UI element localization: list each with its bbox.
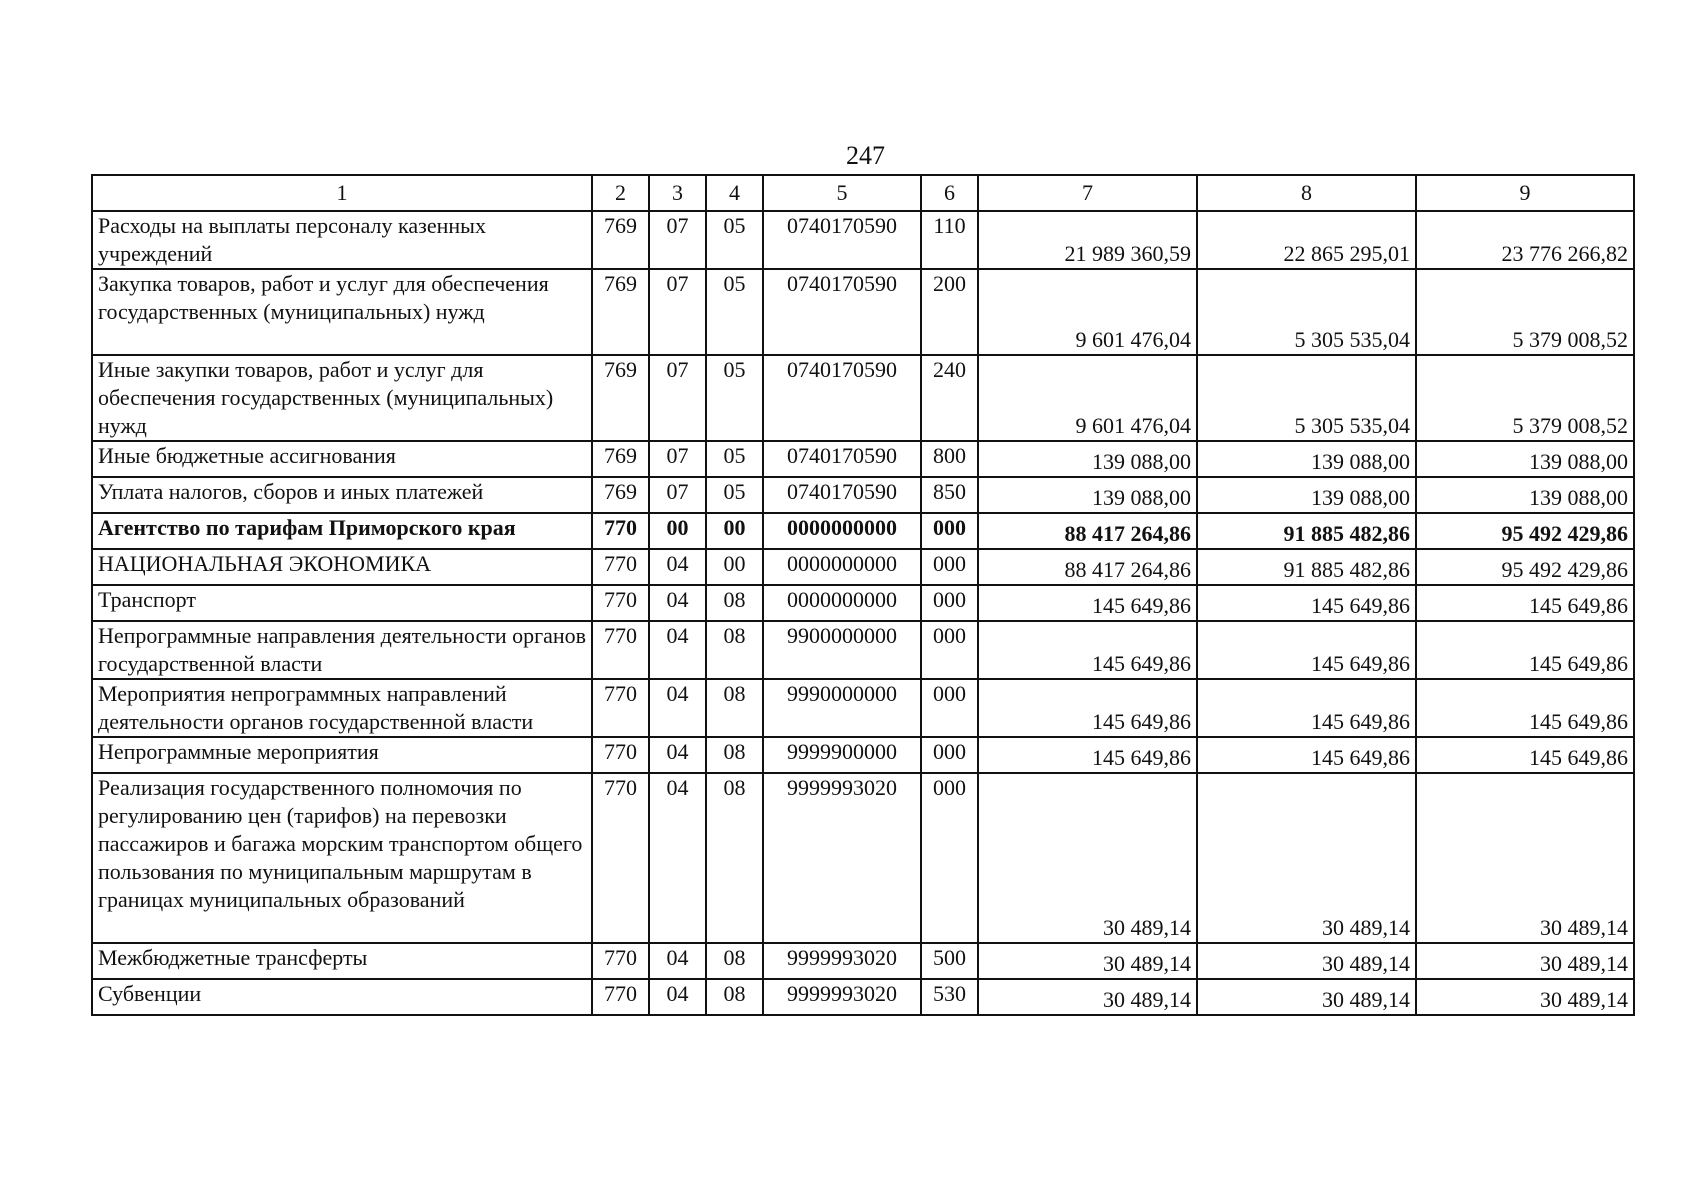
amount-cell: 23 776 266,82 xyxy=(1416,211,1634,269)
column-header: 7 xyxy=(978,175,1197,211)
column-header: 6 xyxy=(921,175,978,211)
code-cell: 04 xyxy=(649,773,706,943)
code-cell: 9999993020 xyxy=(763,773,921,943)
table-row xyxy=(92,549,1634,585)
table-row xyxy=(92,773,1634,943)
code-cell: 08 xyxy=(706,679,763,737)
column-number-row xyxy=(92,175,1634,211)
amount-cell: 95 492 429,86 xyxy=(1416,549,1634,585)
code-cell: 530 xyxy=(921,979,978,1015)
row-name-cell: Агентство по тарифам Приморского края xyxy=(92,513,592,549)
code-cell: 000 xyxy=(921,513,978,549)
code-cell: 0740170590 xyxy=(763,269,921,355)
amount-cell: 145 649,86 xyxy=(978,737,1197,773)
code-cell: 000 xyxy=(921,585,978,621)
table-row xyxy=(92,477,1634,513)
amount-cell: 145 649,86 xyxy=(1416,679,1634,737)
table-row xyxy=(92,211,1634,269)
amount-cell: 88 417 264,86 xyxy=(978,513,1197,549)
code-cell: 04 xyxy=(649,679,706,737)
code-cell: 05 xyxy=(706,355,763,441)
row-name-cell: Иные бюджетные ассигнования xyxy=(92,441,592,477)
amount-cell: 145 649,86 xyxy=(978,621,1197,679)
amount-cell: 9 601 476,04 xyxy=(978,355,1197,441)
code-cell: 000 xyxy=(921,737,978,773)
amount-cell: 145 649,86 xyxy=(1416,737,1634,773)
column-header: 9 xyxy=(1416,175,1634,211)
amount-cell: 145 649,86 xyxy=(1416,621,1634,679)
code-cell: 770 xyxy=(592,621,649,679)
amount-cell: 30 489,14 xyxy=(1197,979,1416,1015)
table-row xyxy=(92,943,1634,979)
code-cell: 0000000000 xyxy=(763,513,921,549)
code-cell: 110 xyxy=(921,211,978,269)
code-cell: 770 xyxy=(592,679,649,737)
amount-cell: 145 649,86 xyxy=(1416,585,1634,621)
amount-cell: 145 649,86 xyxy=(1197,679,1416,737)
code-cell: 769 xyxy=(592,211,649,269)
budget-table xyxy=(91,174,1635,1016)
code-cell: 08 xyxy=(706,773,763,943)
amount-cell: 30 489,14 xyxy=(978,979,1197,1015)
amount-cell: 145 649,86 xyxy=(978,585,1197,621)
row-name-cell: Мероприятия непрограммных направлений деятельности органов государственной власти xyxy=(92,679,592,737)
column-header: 3 xyxy=(649,175,706,211)
code-cell: 04 xyxy=(649,943,706,979)
table-row xyxy=(92,355,1634,441)
amount-cell: 21 989 360,59 xyxy=(978,211,1197,269)
code-cell: 08 xyxy=(706,943,763,979)
code-cell: 00 xyxy=(706,513,763,549)
row-name-cell: Межбюджетные трансферты xyxy=(92,943,592,979)
code-cell: 0000000000 xyxy=(763,549,921,585)
code-cell: 05 xyxy=(706,211,763,269)
row-name-cell: Реализация государственного полномочия по регулированию цен (тарифов) на перевозки пассажиров и багажа морским транспортом общего пользования по муниципальным маршрутам в границах муниципальных образований xyxy=(92,773,592,943)
row-name-cell: Транспорт xyxy=(92,585,592,621)
code-cell: 0740170590 xyxy=(763,355,921,441)
table-row xyxy=(92,513,1634,549)
code-cell: 500 xyxy=(921,943,978,979)
code-cell: 000 xyxy=(921,679,978,737)
code-cell: 770 xyxy=(592,549,649,585)
code-cell: 9999993020 xyxy=(763,943,921,979)
row-name-cell: Непрограммные мероприятия xyxy=(92,737,592,773)
table-row xyxy=(92,979,1634,1015)
row-name-cell: Уплата налогов, сборов и иных платежей xyxy=(92,477,592,513)
code-cell: 769 xyxy=(592,355,649,441)
code-cell: 08 xyxy=(706,621,763,679)
code-cell: 08 xyxy=(706,737,763,773)
code-cell: 000 xyxy=(921,621,978,679)
row-name-cell: Иные закупки товаров, работ и услуг для обеспечения государственных (муниципальных) нужд xyxy=(92,355,592,441)
code-cell: 05 xyxy=(706,441,763,477)
column-header: 1 xyxy=(92,175,592,211)
amount-cell: 139 088,00 xyxy=(1197,477,1416,513)
amount-cell: 30 489,14 xyxy=(1416,943,1634,979)
row-name-cell: НАЦИОНАЛЬНАЯ ЭКОНОМИКА xyxy=(92,549,592,585)
column-header: 8 xyxy=(1197,175,1416,211)
code-cell: 9999900000 xyxy=(763,737,921,773)
amount-cell: 91 885 482,86 xyxy=(1197,549,1416,585)
code-cell: 07 xyxy=(649,441,706,477)
code-cell: 00 xyxy=(649,513,706,549)
code-cell: 07 xyxy=(649,269,706,355)
amount-cell: 145 649,86 xyxy=(1197,737,1416,773)
code-cell: 07 xyxy=(649,355,706,441)
code-cell: 770 xyxy=(592,585,649,621)
code-cell: 0740170590 xyxy=(763,441,921,477)
amount-cell: 30 489,14 xyxy=(978,773,1197,943)
code-cell: 0740170590 xyxy=(763,477,921,513)
table-row xyxy=(92,621,1634,679)
code-cell: 07 xyxy=(649,211,706,269)
code-cell: 000 xyxy=(921,549,978,585)
amount-cell: 139 088,00 xyxy=(1416,477,1634,513)
table-row xyxy=(92,585,1634,621)
code-cell: 850 xyxy=(921,477,978,513)
code-cell: 770 xyxy=(592,979,649,1015)
code-cell: 770 xyxy=(592,943,649,979)
code-cell: 000 xyxy=(921,773,978,943)
row-name-cell: Непрограммные направления деятельности органов государственной власти xyxy=(92,621,592,679)
amount-cell: 30 489,14 xyxy=(1416,979,1634,1015)
code-cell: 07 xyxy=(649,477,706,513)
code-cell: 769 xyxy=(592,477,649,513)
code-cell: 200 xyxy=(921,269,978,355)
amount-cell: 22 865 295,01 xyxy=(1197,211,1416,269)
row-name-cell: Закупка товаров, работ и услуг для обеспечения государственных (муниципальных) нужд xyxy=(92,269,592,355)
amount-cell: 30 489,14 xyxy=(1197,943,1416,979)
code-cell: 08 xyxy=(706,585,763,621)
amount-cell: 88 417 264,86 xyxy=(978,549,1197,585)
table-row xyxy=(92,679,1634,737)
code-cell: 0000000000 xyxy=(763,585,921,621)
code-cell: 9900000000 xyxy=(763,621,921,679)
amount-cell: 95 492 429,86 xyxy=(1416,513,1634,549)
amount-cell: 91 885 482,86 xyxy=(1197,513,1416,549)
amount-cell: 139 088,00 xyxy=(978,441,1197,477)
amount-cell: 139 088,00 xyxy=(1416,441,1634,477)
amount-cell: 5 379 008,52 xyxy=(1416,355,1634,441)
amount-cell: 30 489,14 xyxy=(978,943,1197,979)
amount-cell: 5 305 535,04 xyxy=(1197,355,1416,441)
code-cell: 770 xyxy=(592,773,649,943)
code-cell: 04 xyxy=(649,737,706,773)
code-cell: 05 xyxy=(706,477,763,513)
code-cell: 00 xyxy=(706,549,763,585)
table-row xyxy=(92,441,1634,477)
amount-cell: 145 649,86 xyxy=(1197,621,1416,679)
amount-cell: 5 379 008,52 xyxy=(1416,269,1634,355)
code-cell: 9990000000 xyxy=(763,679,921,737)
code-cell: 240 xyxy=(921,355,978,441)
amount-cell: 30 489,14 xyxy=(1416,773,1634,943)
code-cell: 0740170590 xyxy=(763,211,921,269)
code-cell: 769 xyxy=(592,441,649,477)
amount-cell: 9 601 476,04 xyxy=(978,269,1197,355)
code-cell: 9999993020 xyxy=(763,979,921,1015)
amount-cell: 139 088,00 xyxy=(978,477,1197,513)
column-header: 5 xyxy=(763,175,921,211)
row-name-cell: Субвенции xyxy=(92,979,592,1015)
code-cell: 769 xyxy=(592,269,649,355)
table-row xyxy=(92,737,1634,773)
code-cell: 04 xyxy=(649,621,706,679)
code-cell: 800 xyxy=(921,441,978,477)
column-header: 2 xyxy=(592,175,649,211)
amount-cell: 139 088,00 xyxy=(1197,441,1416,477)
code-cell: 04 xyxy=(649,549,706,585)
code-cell: 770 xyxy=(592,737,649,773)
code-cell: 04 xyxy=(649,585,706,621)
table-row xyxy=(92,269,1634,355)
amount-cell: 145 649,86 xyxy=(1197,585,1416,621)
code-cell: 08 xyxy=(706,979,763,1015)
code-cell: 05 xyxy=(706,269,763,355)
page-number: 247 xyxy=(846,141,885,170)
code-cell: 04 xyxy=(649,979,706,1015)
amount-cell: 30 489,14 xyxy=(1197,773,1416,943)
amount-cell: 5 305 535,04 xyxy=(1197,269,1416,355)
amount-cell: 145 649,86 xyxy=(978,679,1197,737)
code-cell: 770 xyxy=(592,513,649,549)
row-name-cell: Расходы на выплаты персоналу казенных учреждений xyxy=(92,211,592,269)
column-header: 4 xyxy=(706,175,763,211)
